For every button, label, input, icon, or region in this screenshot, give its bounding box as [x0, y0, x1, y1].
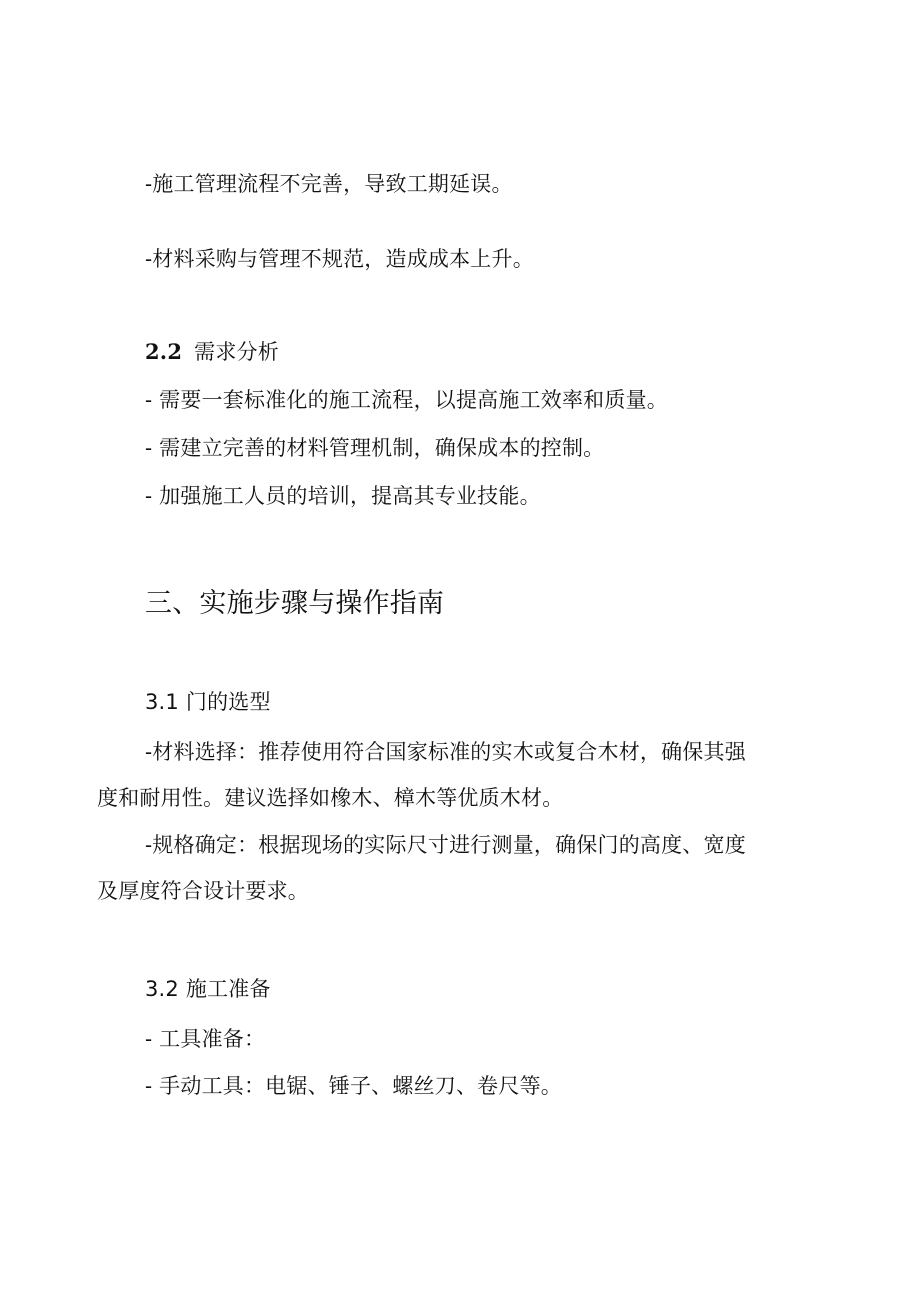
bullet-standard-process: - 需要一套标准化的施工流程，以提高施工效率和质量。 [145, 388, 668, 412]
paragraph-material-choice-line2: 度和耐用性。建议选择如橡木、樟木等优质木材。 [97, 786, 564, 810]
bullet-tool-prep: - 工具准备： [145, 1027, 266, 1051]
paragraph-specification-line1: -规格确定：根据现场的实际尺寸进行测量，确保门的高度、宽度 [145, 833, 746, 857]
section-heading-3-2: 3.2 施工准备 [145, 977, 271, 1001]
section-number: 2.2 [145, 339, 183, 364]
paragraph-material-choice-line1: -材料选择：推荐使用符合国家标准的实木或复合木材，确保其强 [145, 740, 746, 764]
bullet-hand-tools: - 手动工具：电锯、锤子、螺丝刀、卷尺等。 [145, 1074, 562, 1098]
section-title: 需求分析 [194, 340, 279, 364]
chapter-heading-3: 三、实施步骤与操作指南 [145, 588, 445, 619]
paragraph-specification-line2: 及厚度符合设计要求。 [97, 879, 309, 903]
section-heading-2-2 [145, 338, 279, 366]
section-heading-3-1: 3.1 门的选型 [145, 690, 271, 714]
bullet-training: - 加强施工人员的培训，提高其专业技能。 [145, 484, 541, 508]
bullet-construction-process: -施工管理流程不完善，导致工期延误。 [145, 172, 513, 196]
bullet-material-mechanism: - 需建立完善的材料管理机制，确保成本的控制。 [145, 436, 605, 460]
bullet-material-procurement: -材料采购与管理不规范，造成成本上升。 [145, 247, 534, 271]
